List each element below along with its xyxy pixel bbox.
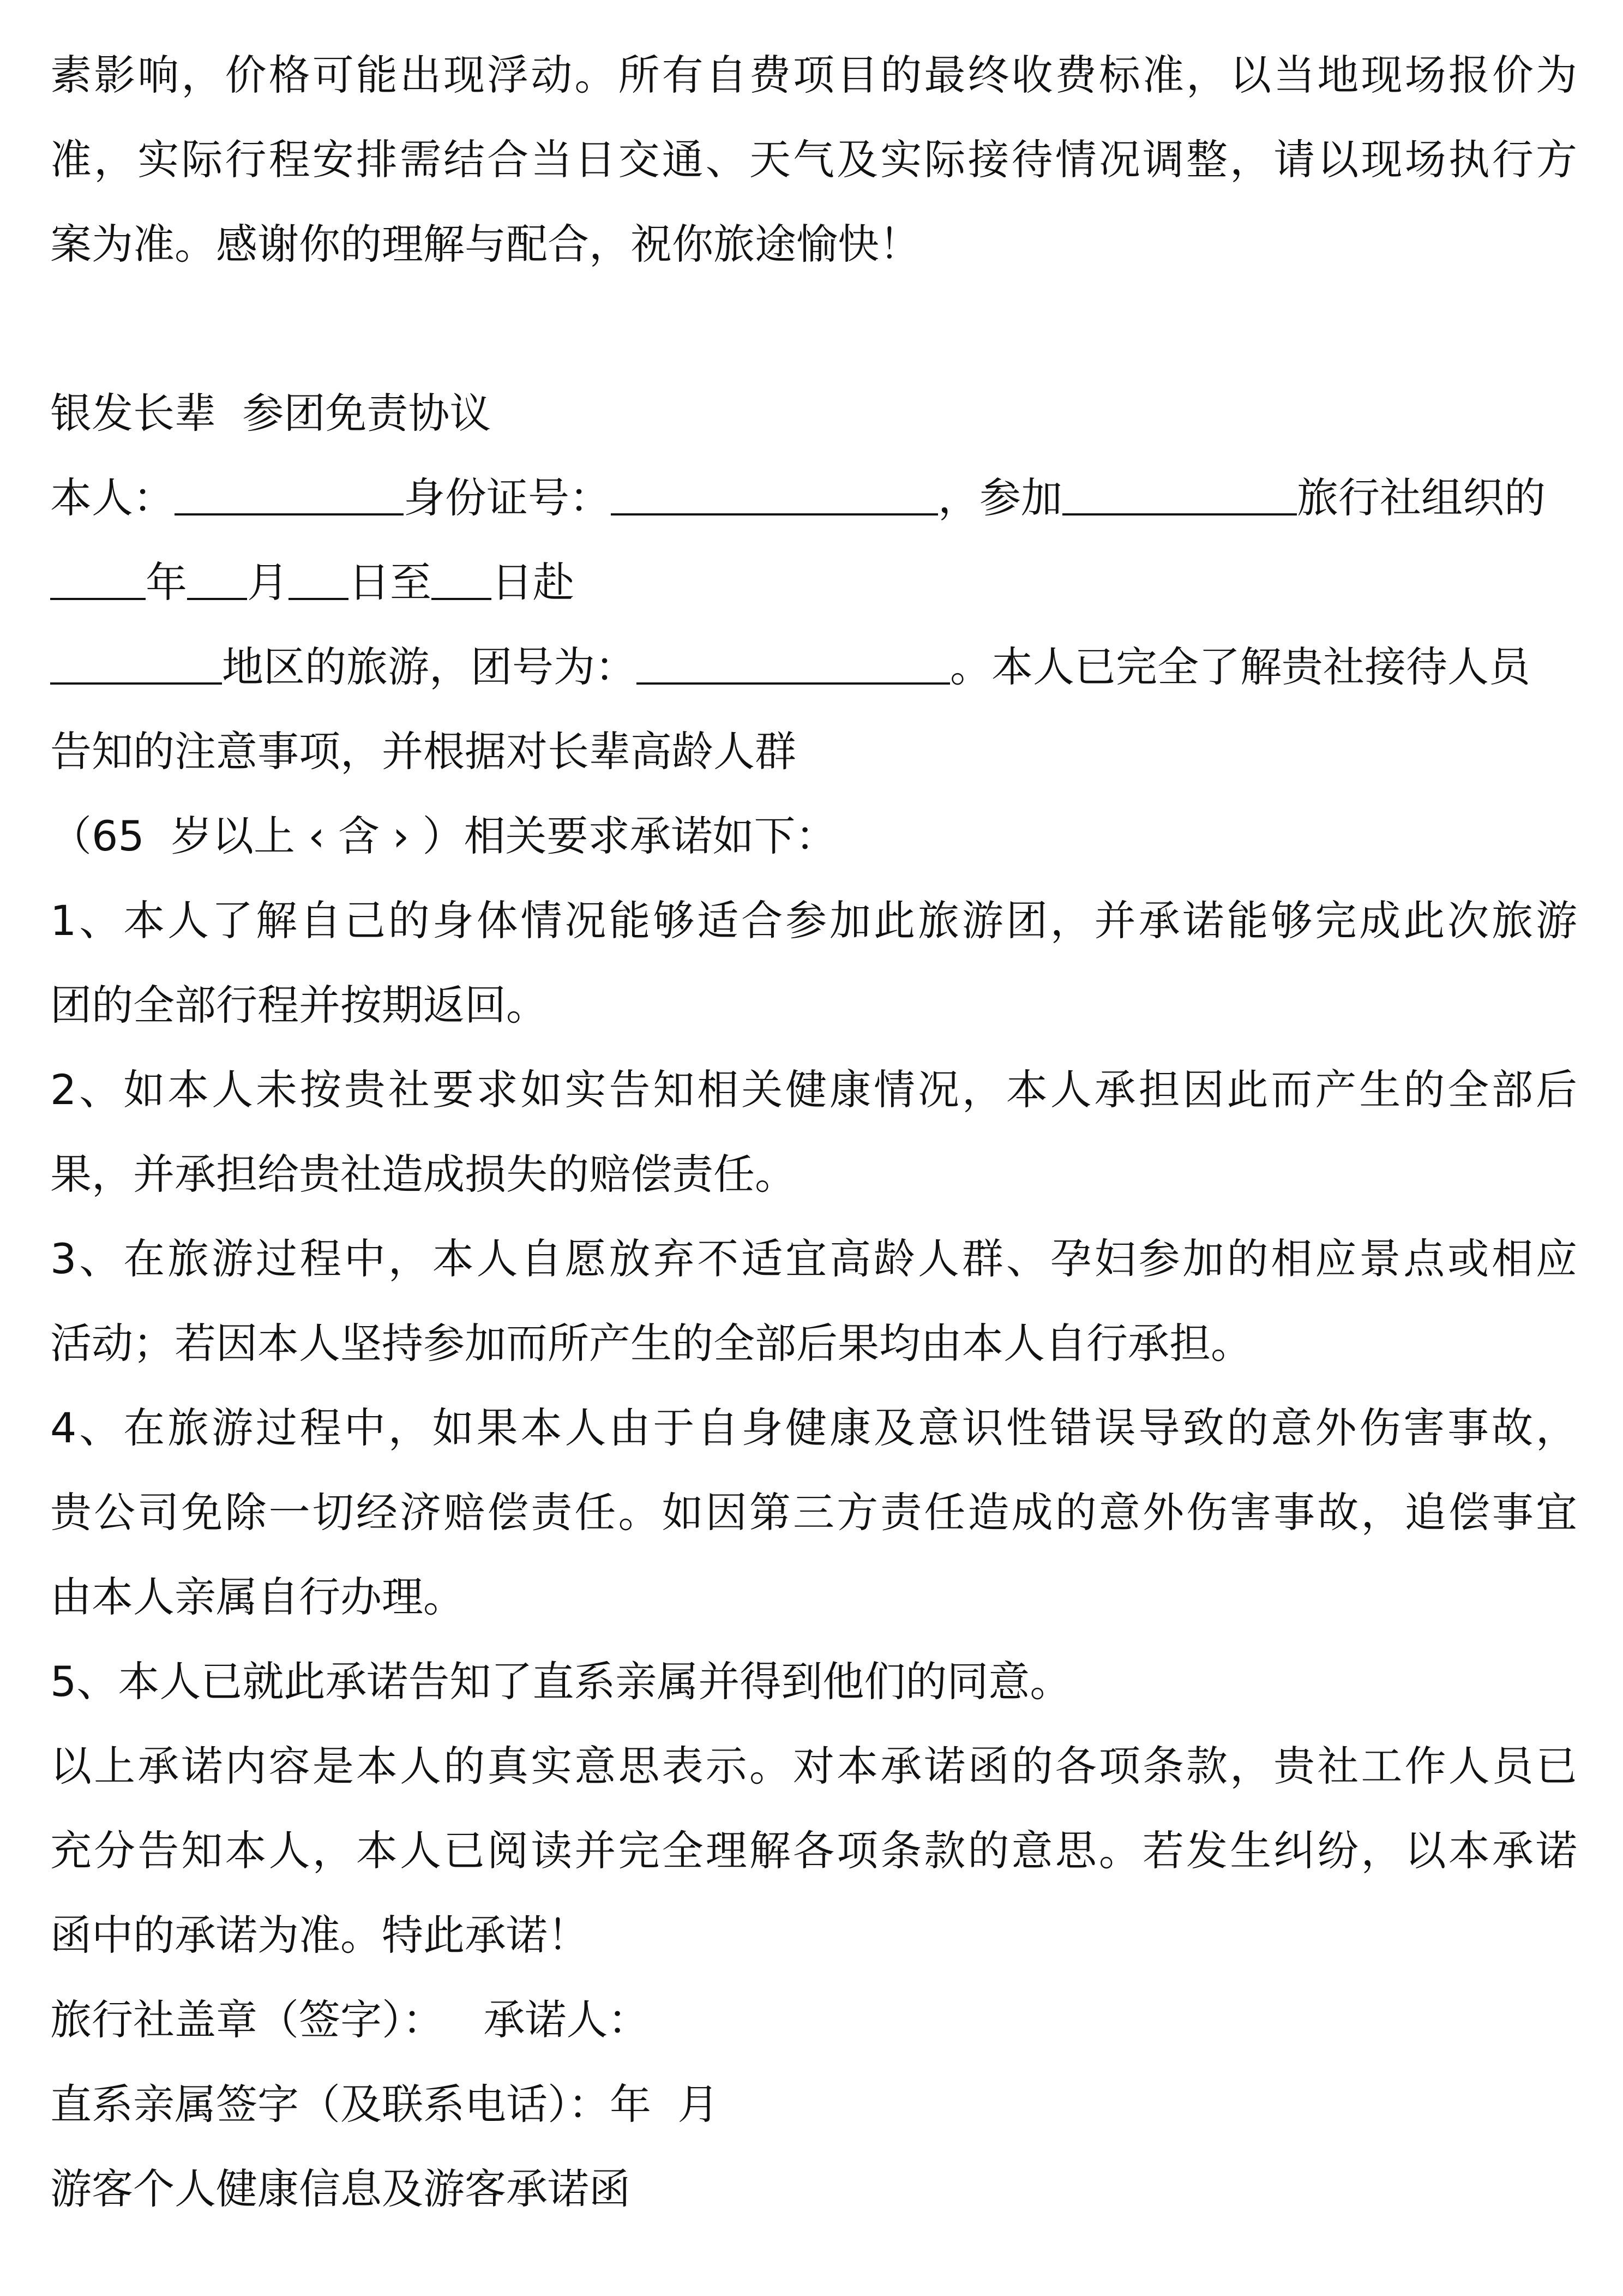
month-blank[interactable] [187,560,247,600]
agreement-line: （65 岁以上 ‹ 含 › ）相关要求承诺如下： [50,812,837,860]
id-number-blank[interactable] [611,475,938,515]
document-page [50,33,1577,2231]
signature-line-agency: 旅行社盖章（签字）： 承诺人： [50,1995,650,2044]
label-month: 月 [247,558,288,607]
intro-line: 准，实际行程安排需结合当日交通、天气及实际接待情况调整，请以现场执行方 [50,135,1577,184]
agreement-item-line: 3、在旅游过程中，本人自愿放弃不适宜高龄人群、孕妇参加的相应景点或相应 [50,1234,1577,1283]
year-blank[interactable] [50,560,146,600]
agency-blank[interactable] [1062,475,1297,515]
agreement-item-line: 果，并承担给贵社造成损失的赔偿责任。 [50,1150,796,1198]
label-name: 本人： [50,473,175,522]
agreement-item-line: 以上承诺内容是本人的真实意思表示。对本承诺函的各项条款，贵社工作人员已 [50,1742,1577,1790]
fill-line-region-group [50,625,1577,709]
region-blank[interactable] [50,644,222,685]
agreement-item-line: 活动；若因本人坚持参加而所产生的全部后果均由本人自行承担。 [50,1319,1252,1368]
label-agency: 旅行社组织的 [1297,473,1546,522]
agreement-line: 告知的注意事项，并根据对长辈高龄人群 [50,727,796,776]
intro-line: 案为准。感谢你的理解与配合，祝你旅途愉快！ [50,220,921,268]
label-region-group: 地区的旅游，团号为： [222,643,636,691]
intro-line: 素影响，价格可能出现浮动。所有自费项目的最终收费标准，以当地现场报价为 [50,51,1577,99]
next-section-title: 游客个人健康信息及游客承诺函 [50,2165,630,2213]
label-year: 年 [146,558,187,607]
agreement-item-line: 1、本人了解自己的身体情况能够适合参加此旅游团，并承诺能够完成此次旅游 [50,896,1577,945]
agreement-item-line: 团的全部行程并按期返回。 [50,981,548,1029]
spacer [50,286,1577,371]
label-day-to: 日至 [348,558,431,607]
name-blank[interactable] [175,475,404,515]
group-number-blank[interactable] [636,644,950,685]
agreement-title: 银发长辈 参团免责协议 [50,389,491,437]
fill-line-dates [50,540,1577,625]
agreement-item-line: 函中的承诺为准。特此承诺！ [50,1911,589,1959]
fill-line-name-id [50,455,1577,540]
label-id-number: 身份证号： [404,473,611,522]
agreement-item-line: 4、在旅游过程中，如果本人由于自身健康及意识性错误导致的意外伤害事故， [50,1404,1577,1452]
label-acknowledge: 。本人已完全了解贵社接待人员 [950,643,1530,691]
end-day-blank[interactable] [431,560,491,600]
start-day-blank[interactable] [288,560,348,600]
agreement-item-line: 5、本人已就此承诺告知了直系亲属并得到他们的同意。 [50,1657,1072,1706]
agreement-item-line: 充分告知本人，本人已阅读并完全理解各项条款的意思。若发生纠纷，以本承诺 [50,1826,1577,1875]
label-day-go: 日赴 [491,558,574,607]
signature-line-relative: 直系亲属签字（及联系电话）：年 月 [50,2080,719,2129]
label-join: ，参加 [938,473,1062,522]
agreement-item-line: 由本人亲属自行办理。 [50,1573,465,1621]
agreement-item-line: 贵公司免除一切经济赔偿责任。如因第三方责任造成的意外伤害事故，追偿事宜 [50,1488,1577,1537]
agreement-item-line: 2、如本人未按贵社要求如实告知相关健康情况，本人承担因此而产生的全部后 [50,1065,1577,1114]
